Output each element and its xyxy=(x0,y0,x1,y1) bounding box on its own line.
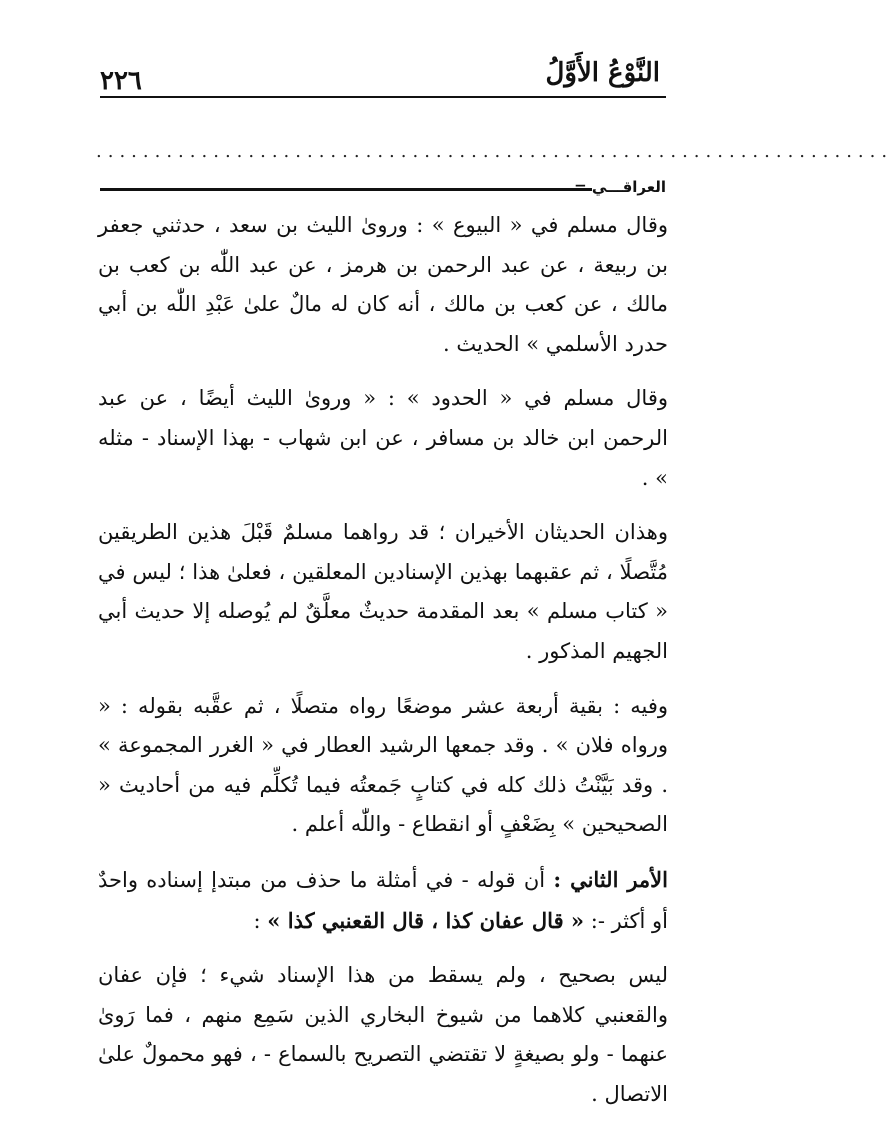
paragraph-6: ليس بصحيح ، ولم يسقط من هذا الإسناد شيء ؛ فإن عفان والقعنبي كلاهما من شيوخ البخاري الذين سَمِع منهم ، فما رَوىٰ عنهما - ولو بصيغةٍ لا تقتضي التصريح بالسماع - ، فهو محمولٌ علىٰ الاتصال . xyxy=(98,963,668,1106)
running-head: النَّوْعُ الأَوَّلُ xyxy=(545,58,660,88)
paragraph-5 xyxy=(98,860,668,941)
paragraph-5-lead: الأمر الثاني : xyxy=(553,866,668,892)
paragraph-2: وقال مسلم في « الحدود » : « وروىٰ الليث أيضًا ، عن عبد الرحمن ابن خالد بن مسافر ، عن ابن شهاب - بهذا الإسناد - مثله » . xyxy=(98,386,668,490)
dotted-separator: .................................................................... xyxy=(96,141,893,162)
paragraph-5-quote: « قال عفان كذا ، قال القعنبي كذا » xyxy=(267,907,585,933)
paragraph-1: وقال مسلم في « البيوع » : وروىٰ الليث بن سعد ، حدثني جعفر بن ربيعة ، عن عبد الرحمن بن هرمز ، عن عبد اللّٰه بن كعب بن مالك ، عن كعب بن مالك ، أنه كان له مالٌ علىٰ عَبْدِ اللّٰه بن أبي حدرد الأسلمي » الحديث . xyxy=(98,213,668,356)
page-header xyxy=(100,52,666,98)
paragraph-5-tail: : xyxy=(253,908,268,933)
page-number: ٢٢٦ xyxy=(100,66,142,96)
section-rule xyxy=(100,188,592,191)
section-label: العراقـــي = xyxy=(574,178,666,196)
paragraph-4: وفيه : بقية أربعة عشر موضعًا رواه متصلًا ، ثم عقَّبه بقوله : « ورواه فلان » . وقد جمعها الرشيد العطار في « الغرر المجموعة » . وقد بَيَّنْتُ ذلك كله في كتابٍ جَمعتُه فيما تُكلِّم فيه من أحاديث « الصحيحين » بِضَعْفٍ أو انقطاع - واللّٰه أعلم . xyxy=(98,693,668,837)
paragraph-3: وهذان الحديثان الأخيران ؛ قد رواهما مسلمٌ قَبْلَ هذين الطريقين مُتَّصلًا ، ثم عقبهما بهذين الإسنادين المعلقين ، فعلىٰ هذا ؛ ليس في « كتاب مسلم » بعد المقدمة حديثٌ معلَّقٌ لم يُوصله إلا حديث أبي الجهيم المذكور . xyxy=(98,520,668,663)
paragraph-5-text: أن قوله - في أمثلة ما حذف من مبتدإ إسناده واحدٌ أو أكثر -: xyxy=(98,867,668,933)
body-text xyxy=(98,206,668,1114)
